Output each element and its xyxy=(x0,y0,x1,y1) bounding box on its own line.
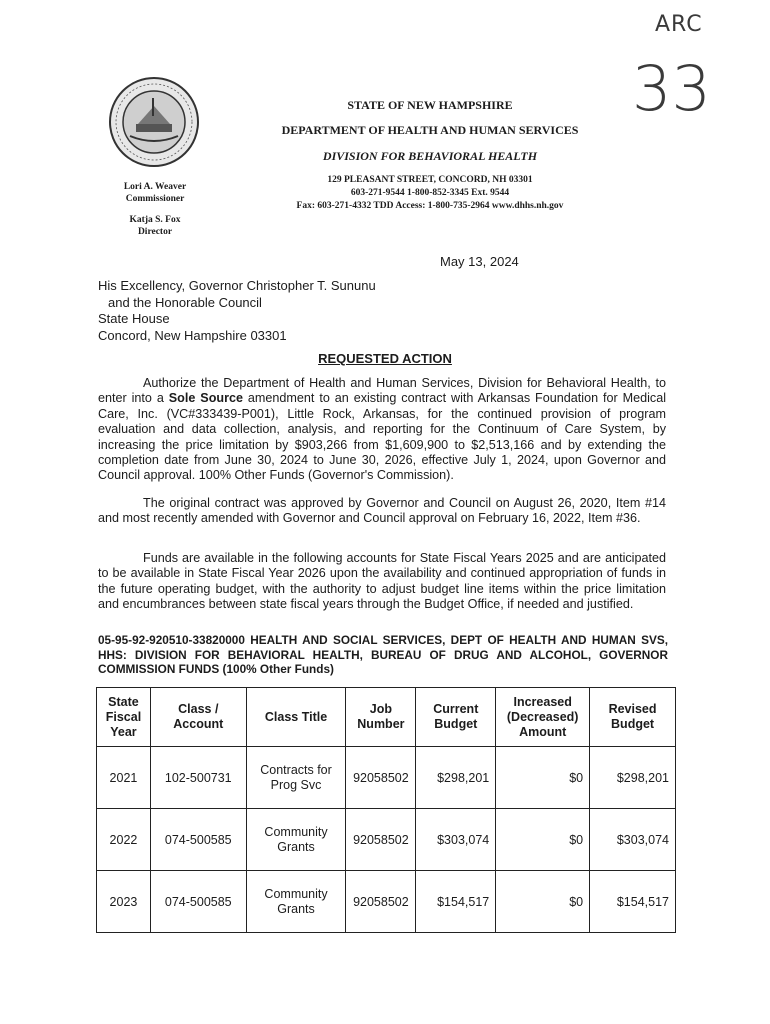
handwritten-arc-note: ARC xyxy=(655,12,703,37)
recipient-line: State House xyxy=(98,311,170,326)
budget-table xyxy=(96,687,676,933)
table-row xyxy=(97,809,676,871)
handwritten-item-number: 33 xyxy=(632,52,711,125)
letterhead-state: STATE OF NEW HAMPSHIRE xyxy=(347,98,513,112)
official-title: Commissioner xyxy=(125,194,185,204)
table-cell: Community Grants xyxy=(246,871,346,933)
paragraph-contract-history xyxy=(98,496,666,527)
recipient-line: and the Honorable Council xyxy=(108,294,262,310)
letterhead-department: DEPARTMENT OF HEALTH AND HUMAN SERVICES xyxy=(281,123,579,137)
sole-source-emphasis: Sole Source xyxy=(168,391,243,406)
column-header: Class / Account xyxy=(150,688,246,747)
table-cell: $298,201 xyxy=(590,747,676,809)
table-cell: 074-500585 xyxy=(150,871,246,933)
recipient-line: His Excellency, Governor Christopher T. Sununu xyxy=(98,278,376,293)
official-name: Lori A. Weaver xyxy=(123,182,187,192)
column-header: State Fiscal Year xyxy=(97,688,151,747)
paragraph-text: Funds are available in the following accounts for State Fiscal Years 2025 and are anticipated to be available in State Fiscal Year 2026 upon the availability and continued appropriation of funds in the future operating budget, with the authority to adjust budget line items within the price limitation and encumbrances between state fiscal years through the Budget Office, if needed and justified. xyxy=(98,551,666,612)
table-cell: 074-500585 xyxy=(150,809,246,871)
table-cell: Community Grants xyxy=(246,809,346,871)
column-header: Job Number xyxy=(346,688,416,747)
recipient-line: Concord, New Hampshire 03301 xyxy=(98,327,287,343)
table-cell: 2022 xyxy=(97,809,151,871)
letterhead-phone: 603-271-9544 1-800-852-3345 Ext. 9544 xyxy=(350,188,510,198)
table-cell: $298,201 xyxy=(416,747,496,809)
table-row xyxy=(97,747,676,809)
table-cell: $154,517 xyxy=(590,871,676,933)
table-cell: 92058502 xyxy=(346,747,416,809)
table-cell: $303,074 xyxy=(416,809,496,871)
table-header-row xyxy=(97,688,676,747)
table-row xyxy=(97,871,676,933)
table-cell: 92058502 xyxy=(346,809,416,871)
table-cell: $0 xyxy=(496,747,590,809)
table-cell: 2021 xyxy=(97,747,151,809)
column-header: Current Budget xyxy=(416,688,496,747)
table-cell: 92058502 xyxy=(346,871,416,933)
recipient-address xyxy=(98,278,376,344)
table-cell: $0 xyxy=(496,809,590,871)
paragraph-text: Authorize the Department of Health and Human Services, Division for Behavioral Health, to enter into a xyxy=(98,376,666,406)
letter-date: May 13, 2024 xyxy=(440,254,519,269)
column-header: Increased (Decreased) Amount xyxy=(496,688,590,747)
official-commissioner xyxy=(105,181,205,205)
letterhead-fax: Fax: 603-271-4332 TDD Access: 1-800-735-2964 www.dhhs.nh.gov xyxy=(296,201,564,211)
table-cell: $154,517 xyxy=(416,871,496,933)
column-header: Class Title xyxy=(246,688,346,747)
paragraph-text: The original contract was approved by Governor and Council on August 26, 2020, Item #14 and most recently amended with Governor and Council approval on February 16, 2022, Item #36. xyxy=(98,496,666,526)
paragraph-funding xyxy=(98,551,666,613)
official-name: Katja S. Fox xyxy=(129,215,181,225)
table-cell: 102-500731 xyxy=(150,747,246,809)
official-director xyxy=(105,214,205,238)
paragraph-text: amendment to an existing contract with Arkansas Foundation for Medical Care, Inc. (VC#333439-P001), Little Rock, Arkansas, for the continued provision of program evaluation and data collection, analysis, and reporting for the Continuum of Care System, by increasing the price limitation by $903,266 from $1,609,900 to $2,513,166 and by extending the completion date from June 30, 2024 to June 30, 2026, effective July 1, 2024, upon Governor and Council approval. 100% Other Funds (Governor's Commission). xyxy=(98,391,667,483)
paragraph-requested-action xyxy=(98,376,666,484)
state-seal-icon xyxy=(108,76,200,168)
letterhead-division: DIVISION FOR BEHAVIORAL HEALTH xyxy=(322,149,538,163)
table-cell: $0 xyxy=(496,871,590,933)
table-cell: $303,074 xyxy=(590,809,676,871)
section-heading: REQUESTED ACTION xyxy=(318,351,452,366)
letterhead-address: 129 PLEASANT STREET, CONCORD, NH 03301 xyxy=(327,175,533,185)
account-heading: 05-95-92-920510-33820000 HEALTH AND SOCIAL SERVICES, DEPT OF HEALTH AND HUMAN SVS, HHS: DIVISION FOR BEHAVIORAL HEALTH, BUREAU OF DRUG AND ALCOHOL, GOVERNOR COMMISSION FUNDS (100% Other Funds) xyxy=(98,633,668,676)
table-cell: Contracts for Prog Svc xyxy=(246,747,346,809)
official-title: Director xyxy=(137,227,173,237)
column-header: Revised Budget xyxy=(590,688,676,747)
table-cell: 2023 xyxy=(97,871,151,933)
